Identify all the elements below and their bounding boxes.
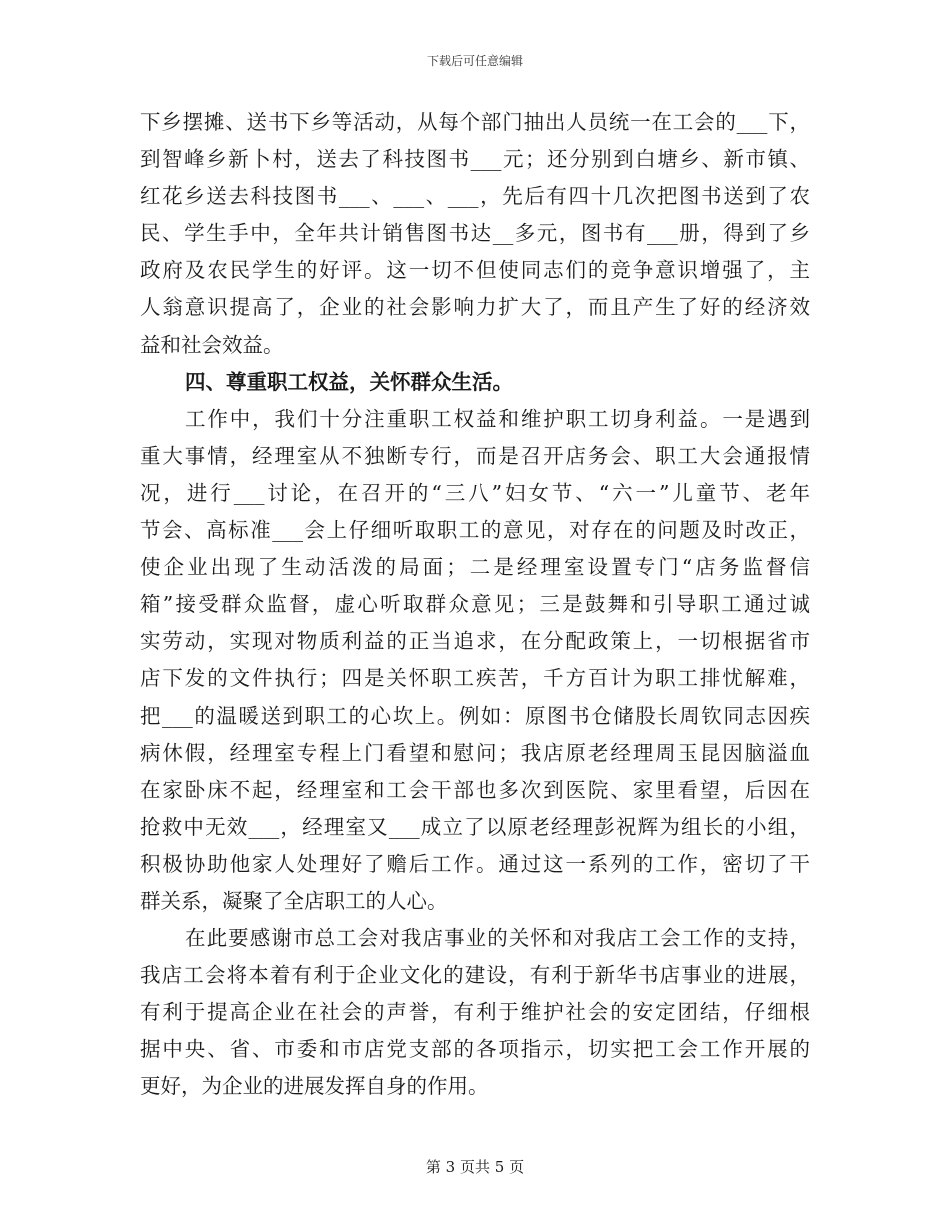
body-line: 把___的温暖送到职工的心坎上。例如：原图书仓储股长周钦同志因疾 — [140, 703, 810, 728]
body-line: 在此要感谢市总工会对我店事业的关怀和对我店工会工作的支持， — [185, 926, 810, 951]
body-line: 有利于提高企业在社会的声誉，有利于维护社会的安定团结，仔细根 — [140, 1000, 810, 1025]
body-line: 使企业出现了生动活泼的局面；二是经理室设置专门“店务监督信 — [140, 555, 810, 580]
body-line: 我店工会将本着有利于企业文化的建设，有利于新华书店事业的进展， — [140, 963, 810, 988]
body-line: 在家卧床不起，经理室和工会干部也多次到医院、家里看望，后因在 — [140, 777, 810, 802]
body-line: 更好，为企业的进展发挥自身的作用。 — [140, 1074, 489, 1099]
body-line: 抢救中无效___，经理室又___成立了以原老经理彭祝辉为组长的小组， — [140, 814, 810, 839]
page-header: 下载后可任意编辑 — [426, 54, 523, 68]
document-body — [140, 104, 810, 1106]
body-line: 政府及农民学生的好评。这一切不但使同志们的竞争意识增强了，主 — [140, 258, 810, 283]
body-line: 人翁意识提高了，企业的社会影响力扩大了，而且产生了好的经济效 — [140, 295, 810, 320]
body-line: 群关系，凝聚了全店职工的人心。 — [140, 888, 448, 913]
body-line: 店下发的文件执行；四是关怀职工疾苦，千方百计为职工排忧解难， — [140, 666, 810, 691]
body-line: 下乡摆摊、送书下乡等活动，从每个部门抽出人员统一在工会的___下， — [140, 110, 810, 134]
body-line: 重大事情，经理室从不独断专行，而是召开店务会、职工大会通报情 — [140, 443, 810, 468]
body-line: 况，进行___讨论，在召开的“三八”妇女节、“六一”儿童节、老年 — [140, 480, 810, 505]
body-line: 工作中，我们十分注重职工权益和维护职工切身利益。一是遇到 — [185, 406, 810, 431]
body-line: 积极协助他家人处理好了赡后工作。通过这一系列的工作，密切了干 — [140, 851, 810, 876]
body-line: 节会、高标准___会上仔细听取职工的意见，对存在的问题及时改正， — [140, 518, 810, 543]
page-number: 第 3 页共 5 页 — [425, 1158, 525, 1176]
body-line: 益和社会效益。 — [140, 332, 284, 357]
body-line: 箱”接受群众监督，虚心听取群众意见；三是鼓舞和引导职工通过诚 — [140, 592, 810, 617]
body-line: 到智峰乡新卜村，送去了科技图书___元；还分别到白塘乡、新市镇、 — [140, 147, 810, 172]
body-line: 红花乡送去科技图书___、___、___，先后有四十几次把图书送到了农 — [140, 184, 810, 209]
body-line: 实劳动，实现对物质利益的正当追求，在分配政策上，一切根据省市 — [140, 629, 810, 654]
section-heading: 四、尊重职工权益，关怀群众生活。 — [185, 369, 513, 394]
body-line: 病休假，经理室专程上门看望和慰问；我店原老经理周玉昆因脑溢血 — [140, 740, 810, 765]
body-line: 据中央、省、市委和市店党支部的各项指示，切实把工会工作开展的 — [140, 1037, 810, 1062]
body-line: 民、学生手中，全年共计销售图书达__多元，图书有___册，得到了乡 — [140, 221, 810, 246]
